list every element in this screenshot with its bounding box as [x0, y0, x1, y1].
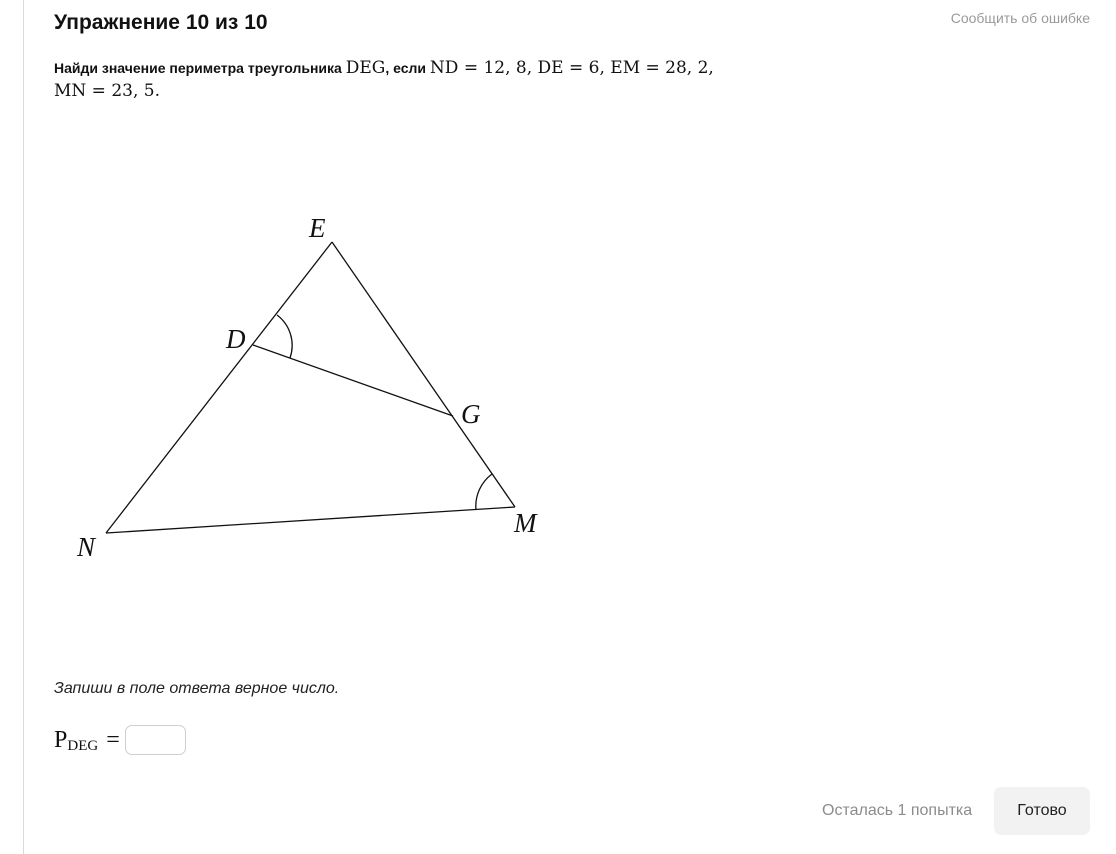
label-e: E — [309, 213, 326, 243]
report-error-link[interactable]: Сообщить об ошибке — [950, 10, 1090, 26]
perimeter-subscript: DEG — [67, 737, 99, 754]
label-n: N — [77, 532, 96, 562]
side-en — [106, 242, 332, 533]
angle-mark-m — [476, 474, 492, 510]
triangle-name: DEG — [345, 58, 386, 78]
separator: , — [708, 58, 714, 78]
given-mn: MN = 23, 5 — [54, 81, 155, 101]
equals-sign: = — [106, 726, 120, 753]
side-nm — [106, 507, 515, 533]
segment-dg — [253, 345, 453, 416]
answer-hint: Запиши в поле ответа верное число. — [54, 680, 340, 697]
separator: , — [526, 58, 538, 78]
given-de: DE = 6 — [537, 58, 600, 78]
done-button[interactable]: Готово — [994, 787, 1090, 835]
given-nd: ND = 12, 8 — [429, 58, 527, 78]
answer-input[interactable] — [125, 725, 186, 755]
task-condition-word: , если — [385, 60, 430, 76]
angle-mark-d — [277, 315, 292, 358]
exercise-title: Упражнение 10 из 10 — [54, 11, 268, 34]
label-m: M — [514, 508, 537, 538]
answer-row — [54, 724, 186, 756]
task-lead: Найди значение периметра треугольника — [54, 60, 346, 76]
separator: , — [599, 58, 611, 78]
perimeter-symbol: P — [54, 726, 68, 753]
attempts-remaining: Осталась 1 попытка — [822, 802, 973, 819]
label-g: G — [461, 399, 481, 429]
given-em: EM = 28, 2 — [610, 58, 709, 78]
label-d: D — [226, 324, 246, 354]
side-em — [332, 242, 515, 507]
task-end: . — [154, 81, 160, 101]
